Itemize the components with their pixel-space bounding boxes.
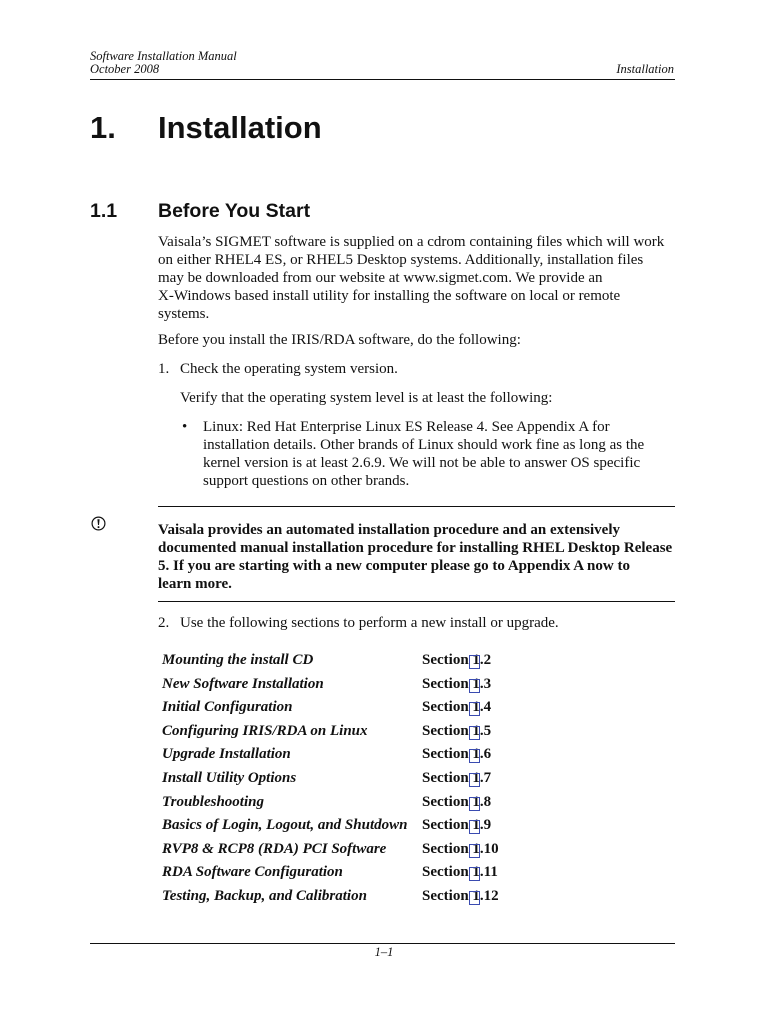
running-header-left xyxy=(90,50,237,76)
section-link-text[interactable]: Section 1.6 xyxy=(422,746,492,763)
section-row xyxy=(162,887,682,911)
section-title: Before You Start xyxy=(158,200,311,222)
link-box-icon xyxy=(469,726,480,740)
section-link[interactable] xyxy=(422,840,499,858)
step-2-number: 2. xyxy=(158,615,170,631)
section-row-label: Troubleshooting xyxy=(162,793,264,810)
section-row-label: Basics of Login, Logout, and Shutdown xyxy=(162,817,408,834)
link-box-icon xyxy=(469,820,480,834)
link-box-icon xyxy=(469,844,480,858)
running-header-chapter: Installation xyxy=(616,62,674,76)
step-2-text: Use the following sections to perform a new install or upgrade. xyxy=(180,615,559,631)
section-link[interactable] xyxy=(422,793,491,811)
section-link[interactable] xyxy=(422,887,499,905)
link-box-icon xyxy=(469,867,480,881)
section-link[interactable] xyxy=(422,698,491,716)
section-link[interactable] xyxy=(422,675,491,693)
intro-paragraph xyxy=(158,233,678,323)
intro-line: may be downloaded from our website at www.sigmet.com. We provide an xyxy=(158,270,603,286)
section-row-label: Install Utility Options xyxy=(162,770,297,786)
section-row xyxy=(162,816,682,840)
step-1-number: 1. xyxy=(158,361,170,377)
section-link[interactable] xyxy=(422,651,491,669)
requirement-line: installation details. Other brands of Linux should work fine as long as the xyxy=(203,437,645,453)
section-link[interactable] xyxy=(422,816,491,834)
before-install-paragraph: Before you install the IRIS/RDA software, do the following: xyxy=(158,332,521,348)
section-row-label: RVP8 & RCP8 (RDA) PCI Software xyxy=(162,840,387,857)
link-box-icon xyxy=(469,702,480,716)
section-row-label: Initial Configuration xyxy=(162,699,293,716)
link-box-icon xyxy=(469,679,480,693)
section-number: 1.1 xyxy=(90,200,118,222)
section-row-label: RDA Software Configuration xyxy=(162,864,343,881)
chapter-number: 1. xyxy=(90,110,116,145)
bullet-icon: • xyxy=(182,419,188,435)
section-link-text[interactable]: Section 1.5 xyxy=(422,722,492,739)
step-1-verify: Verify that the operating system level is at least the following: xyxy=(180,390,553,406)
section-link-text[interactable]: Section 1.7 xyxy=(422,770,492,786)
intro-line: on either RHEL4 ES, or RHEL5 Desktop systems. Additionally, installation files xyxy=(158,252,644,268)
requirement-line: support questions on other brands. xyxy=(203,473,410,489)
note-line: documented manual installation procedure for installing RHEL Desktop Release xyxy=(158,540,673,556)
section-link-text[interactable]: Section 1.3 xyxy=(422,675,492,692)
section-row xyxy=(162,698,682,722)
section-row xyxy=(162,840,682,864)
note-line: 5. If you are starting with a new computer please go to Appendix A now to xyxy=(158,558,630,574)
note-bottom-rule xyxy=(158,601,675,602)
section-row xyxy=(162,793,682,817)
page-number: 1–1 xyxy=(374,945,394,959)
requirement-line: kernel version is at least 2.6.9. We will not be able to answer OS specific xyxy=(203,455,641,471)
section-link[interactable] xyxy=(422,863,498,881)
section-row xyxy=(162,745,682,769)
intro-line: Vaisala’s SIGMET software is supplied on a cdrom containing files which will work xyxy=(158,234,665,250)
footer-rule xyxy=(90,943,675,944)
intro-line: systems. xyxy=(158,306,210,322)
section-link-text[interactable]: Section 1.2 xyxy=(422,652,492,668)
chapter-title: Installation xyxy=(158,110,322,145)
important-icon xyxy=(91,516,106,531)
section-row xyxy=(162,651,682,675)
link-box-icon xyxy=(469,773,480,787)
section-row-label: New Software Installation xyxy=(162,675,324,692)
section-row xyxy=(162,722,682,746)
header-rule xyxy=(90,79,675,80)
section-link-text[interactable]: Section 1.9 xyxy=(422,817,492,834)
step-1-text: Check the operating system version. xyxy=(180,361,398,377)
section-row-label: Testing, Backup, and Calibration xyxy=(162,888,367,904)
section-row-label: Upgrade Installation xyxy=(162,746,291,763)
link-box-icon xyxy=(469,797,480,811)
section-link-text[interactable]: Section 1.10 xyxy=(422,840,499,857)
requirement-line: Linux: Red Hat Enterprise Linux ES Release 4. See Appendix A for xyxy=(203,419,610,435)
note-top-rule xyxy=(158,506,675,507)
section-link-text[interactable]: Section 1.4 xyxy=(422,699,492,716)
section-row xyxy=(162,863,682,887)
note-line: Vaisala provides an automated installation procedure and an extensively xyxy=(158,522,620,538)
link-box-icon xyxy=(469,749,480,763)
section-link[interactable] xyxy=(422,722,491,740)
section-link[interactable] xyxy=(422,769,491,787)
section-link-text[interactable]: Section 1.11 xyxy=(422,864,498,881)
manual-title: Software Installation Manual xyxy=(90,49,237,63)
section-row xyxy=(162,675,682,699)
section-row-label: Mounting the install CD xyxy=(162,652,314,668)
link-box-icon xyxy=(469,655,480,669)
section-row-label: Configuring IRIS/RDA on Linux xyxy=(162,722,368,739)
linux-requirement xyxy=(203,418,673,490)
important-note xyxy=(158,521,680,593)
manual-date: October 2008 xyxy=(90,62,160,76)
link-box-icon xyxy=(469,891,480,905)
intro-line: X-Windows based install utility for installing the software on local or remote xyxy=(158,288,621,304)
section-link[interactable] xyxy=(422,745,491,763)
section-row xyxy=(162,769,682,793)
note-line: learn more. xyxy=(158,576,232,592)
section-link-text[interactable]: Section 1.8 xyxy=(422,793,492,810)
section-link-text[interactable]: Section 1.12 xyxy=(422,888,499,904)
